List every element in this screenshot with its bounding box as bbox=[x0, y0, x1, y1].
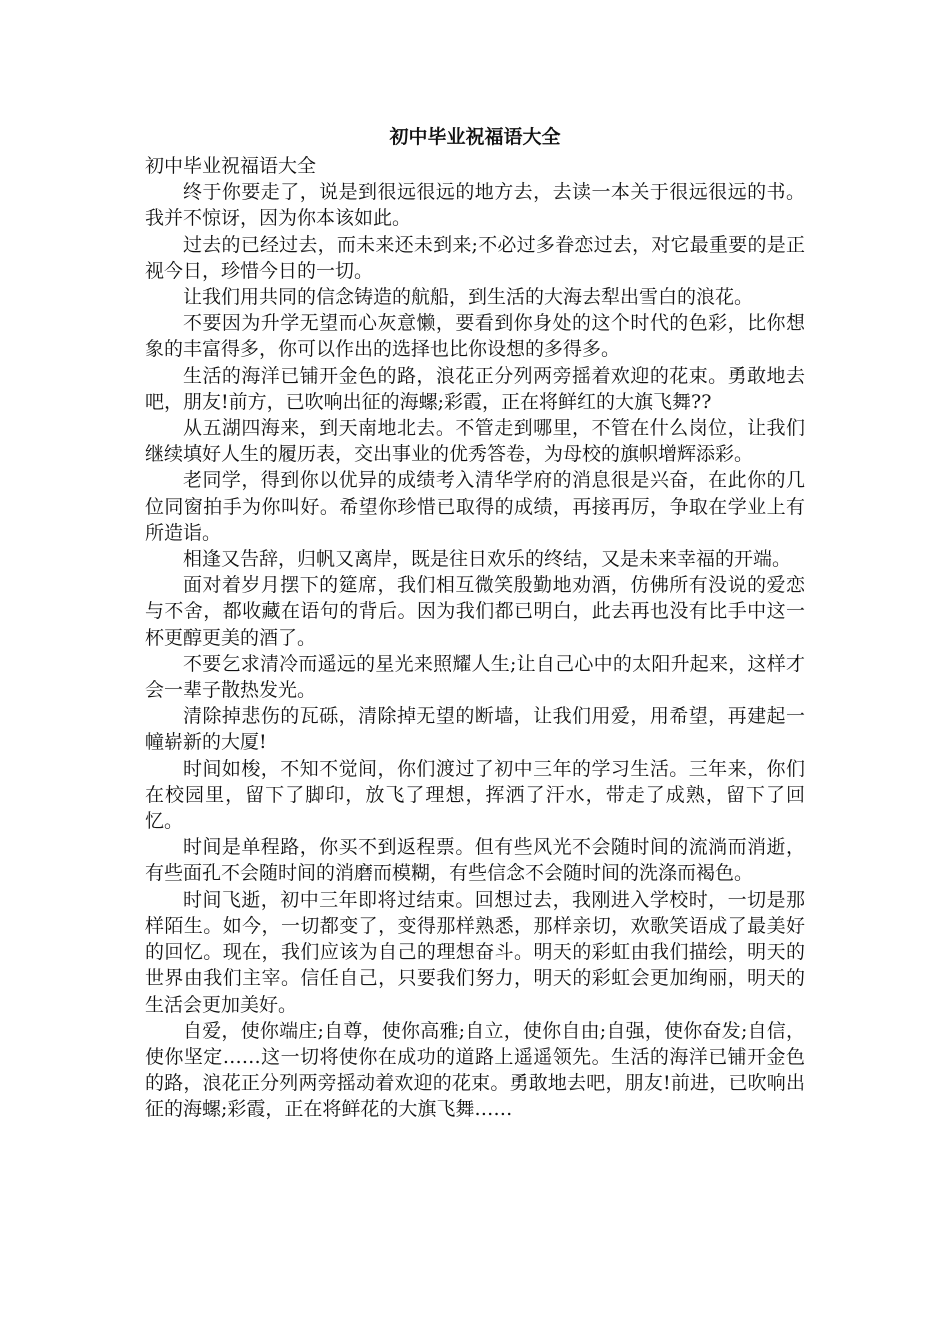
paragraph: 从五湖四海来，到天南地北去。不管走到哪里，不管在什么岗位，让我们继续填好人生的履历表，交出事业的优秀答卷，为母校的旗帜增辉添彩。 bbox=[145, 417, 805, 466]
paragraph: 不要乞求清冷而遥远的星光来照耀人生;让自己心中的太阳升起来，这样才会一辈子散热发光。 bbox=[145, 652, 805, 702]
document-title: 初中毕业祝福语大全 bbox=[389, 126, 561, 148]
paragraph: 时间如梭，不知不觉间，你们渡过了初中三年的学习生活。三年来，你们在校园里，留下了脚印，放飞了理想，挥洒了汗水，带走了成熟，留下了回忆。 bbox=[145, 757, 805, 833]
paragraph: 终于你要走了，说是到很远很远的地方去，去读一本关于很远很远的书。我并不惊讶，因为你本该如此。 bbox=[145, 181, 805, 230]
paragraph: 过去的已经过去，而未来还未到来;不必过多眷恋过去，对它最重要的是正视今日，珍惜今日的一切。 bbox=[145, 233, 805, 282]
paragraph: 不要因为升学无望而心灰意懒，要看到你身处的这个时代的色彩，比你想象的丰富得多，你可以作出的选择也比你设想的多得多。 bbox=[145, 312, 805, 361]
paragraph: 老同学，得到你以优异的成绩考入清华学府的消息很是兴奋，在此你的几位同窗拍手为你叫好。希望你珍惜已取得的成绩，再接再厉，争取在学业上有所造诣。 bbox=[145, 469, 805, 544]
paragraph: 面对着岁月摆下的筵席，我们相互微笑殷勤地劝酒，仿佛所有没说的爱恋与不舍，都收藏在语句的背后。因为我们都已明白，此去再也没有比手中这一杯更醇更美的酒了。 bbox=[145, 574, 805, 649]
document-body bbox=[145, 153, 805, 1123]
paragraph: 生活的海洋已铺开金色的路，浪花正分列两旁摇着欢迎的花束。勇敢地去吧，朋友!前方，已吹响出征的海螺;彩霞，正在将鲜红的大旗飞舞?? bbox=[145, 364, 805, 413]
paragraph: 时间飞逝，初中三年即将过结束。回想过去，我刚进入学校时，一切是那样陌生。如今，一切都变了，变得那样熟悉，那样亲切，欢歌笑语成了最美好的回忆。现在，我们应该为自己的理想奋斗。明天的彩虹由我们描绘，明天的世界由我们主宰。信任自己，只要我们努力，明天的彩虹会更加绚丽，明天的生活会更加美好。 bbox=[145, 888, 805, 1016]
document-subtitle: 初中毕业祝福语大全 bbox=[145, 155, 317, 177]
paragraph: 时间是单程路，你买不到返程票。但有些风光不会随时间的流淌而消逝，有些面孔不会随时间的消磨而模糊，有些信念不会随时间的洗涤而褐色。 bbox=[145, 836, 805, 885]
paragraph: 清除掉悲伤的瓦砾，清除掉无望的断墙，让我们用爱，用希望，再建起一幢崭新的大厦! bbox=[145, 705, 805, 754]
paragraph: 让我们用共同的信念铸造的航船，到生活的大海去犁出雪白的浪花。 bbox=[183, 286, 754, 309]
paragraph: 相逢又告辞，归帆又离岸，既是往日欢乐的终结，又是未来幸福的开端。 bbox=[183, 548, 792, 571]
document-page bbox=[145, 121, 805, 1123]
paragraph: 自爱，使你端庄;自尊，使你高雅;自立，使你自由;自强，使你奋发;自信，使你坚定……这一切将使你在成功的道路上遥遥领先。生活的海洋已铺开金色的路，浪花正分列两旁摇动着欢迎的花束。勇敢地去吧，朋友!前进，已吹响出征的海螺;彩霞，正在将鲜花的大旗飞舞…… bbox=[145, 1019, 805, 1121]
